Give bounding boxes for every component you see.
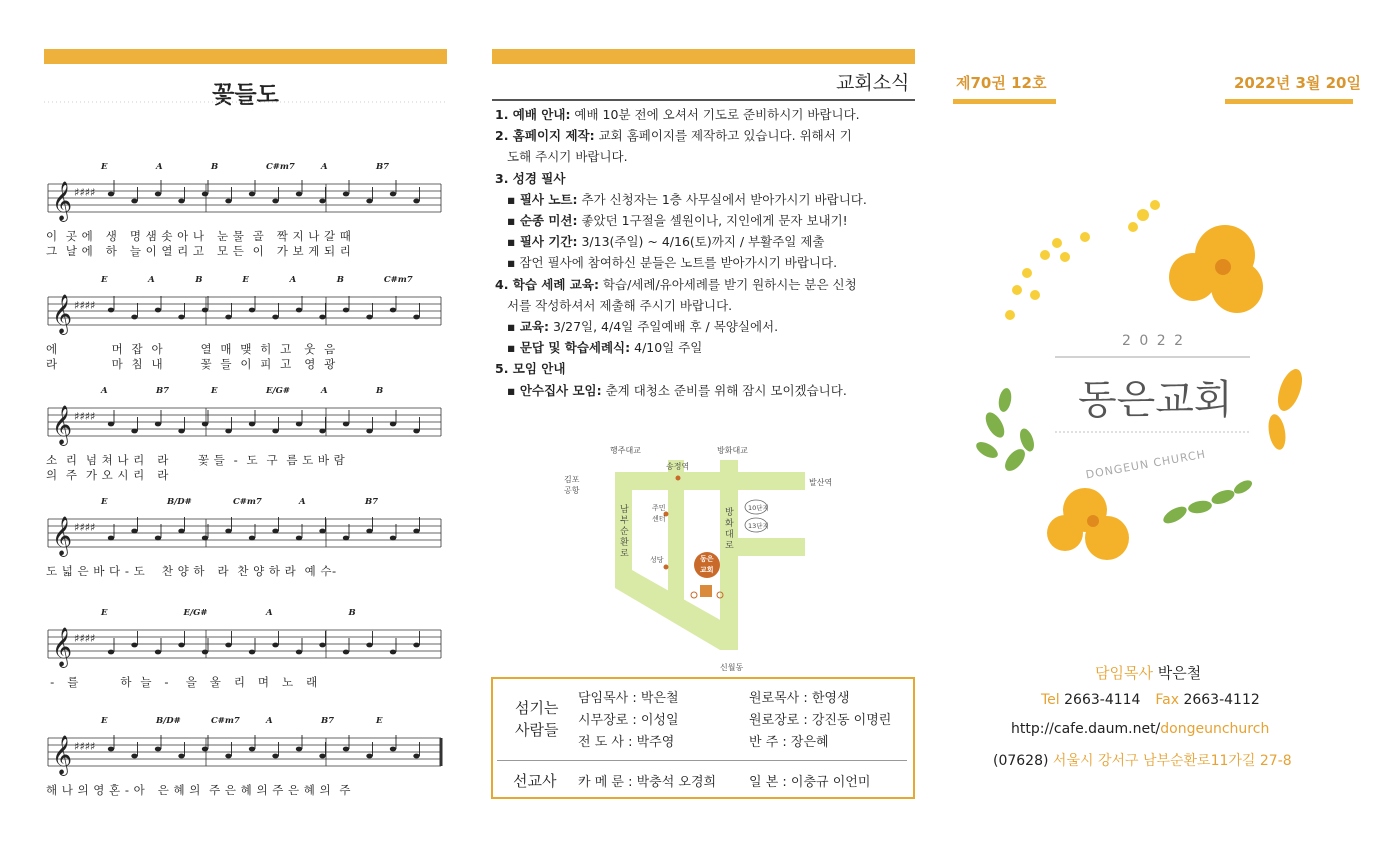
song-title: 꽃들도 bbox=[212, 82, 279, 108]
news-item-text: 춘계 대청소 준비를 위해 잠시 모이겠습니다. bbox=[601, 382, 847, 398]
map-label-center: 센터 bbox=[652, 515, 666, 523]
chord-symbol: E bbox=[101, 162, 108, 172]
mission-cameroon: 카 메 룬 : 박충석 오경희 bbox=[578, 775, 717, 790]
news-header-bar bbox=[492, 49, 915, 64]
map-label-nambu-road: 남부순환로 bbox=[620, 505, 629, 559]
staff-r2c2: 원로장로 : 강진동 이명린 bbox=[749, 713, 892, 728]
chord-symbol: A bbox=[321, 162, 328, 172]
lyrics-verse-2: 그 날 에 하 늘 이 열 리 고 모 든 이 가 보 게 되 리 bbox=[46, 244, 352, 258]
staff-row bbox=[46, 275, 446, 385]
postcode: (07628) bbox=[993, 753, 1049, 769]
chord-symbol: B7 bbox=[365, 497, 379, 507]
news-item bbox=[495, 168, 911, 189]
news-title-underline bbox=[492, 99, 915, 101]
date-underline bbox=[1225, 99, 1353, 104]
staff-r1c2: 원로목사 : 한영생 bbox=[749, 691, 850, 706]
map-label-banghwa-bridge: 방화대교 bbox=[717, 446, 748, 455]
staff-r1c1: 담임목사 : 박은철 bbox=[578, 691, 679, 706]
chord-symbol: E bbox=[101, 497, 108, 507]
svg-text:♯♯♯♯: ♯♯♯♯ bbox=[74, 186, 96, 199]
news-item-text: 서를 작성하셔서 제출해 주시기 바랍니다. bbox=[507, 297, 733, 313]
staff-row bbox=[46, 386, 446, 496]
chord-symbol: B7 bbox=[376, 162, 390, 172]
pastor-line bbox=[1095, 662, 1201, 683]
map-label-danji10: 10단지 bbox=[748, 504, 769, 512]
fax-label: Fax bbox=[1155, 692, 1179, 708]
chord-symbol: E bbox=[242, 275, 249, 285]
staff-row bbox=[46, 716, 446, 826]
staff-row bbox=[46, 497, 446, 607]
news-item bbox=[495, 125, 911, 146]
fax-number: 2663-4112 bbox=[1183, 692, 1260, 708]
news-item bbox=[495, 295, 923, 316]
chord-symbol: A bbox=[321, 386, 328, 396]
news-item bbox=[495, 358, 911, 379]
news-item-heading: ▪ 문답 및 학습세례식: bbox=[507, 340, 631, 356]
volume-number: 제70권 12호 bbox=[956, 74, 1047, 92]
map-label-cathedral: 성당 bbox=[650, 556, 664, 564]
staff-lines bbox=[46, 624, 446, 669]
svg-text:♯♯♯♯: ♯♯♯♯ bbox=[74, 632, 96, 645]
lyrics-verse-2: 의 주 가 오 시 리 라 bbox=[46, 468, 169, 482]
chord-symbols bbox=[46, 497, 446, 511]
news-item bbox=[495, 210, 923, 231]
svg-text:♯♯♯♯: ♯♯♯♯ bbox=[74, 740, 96, 753]
svg-text:♯♯♯♯: ♯♯♯♯ bbox=[74, 299, 96, 312]
mission-japan: 일 본 : 이충규 이언미 bbox=[749, 775, 871, 790]
staff-r3c2: 반 주 : 장은혜 bbox=[749, 735, 829, 750]
chord-symbol: B bbox=[195, 275, 203, 285]
lyrics-verse-1: 해 나 의 영 혼 - 아 은 혜 의 주 은 혜 의 주 은 혜 의 주 bbox=[46, 783, 352, 797]
chord-symbol: E bbox=[101, 275, 108, 285]
news-item-heading: ▪ 필사 기간: bbox=[507, 234, 578, 250]
map-label-balsan: 발산역 bbox=[809, 478, 833, 487]
staff-lines bbox=[46, 402, 446, 447]
news-item-heading: 4. 학습 세례 교육: bbox=[495, 276, 599, 292]
map-label-songjeong: 송정역 bbox=[666, 462, 690, 471]
url-suffix: dongeunchurch bbox=[1160, 721, 1270, 737]
address-line bbox=[993, 750, 1292, 770]
svg-text:♯♯♯♯: ♯♯♯♯ bbox=[74, 521, 96, 534]
chord-symbols bbox=[46, 608, 446, 622]
chord-symbol: E bbox=[101, 608, 108, 618]
issue-date: 2022년 3월 20일 bbox=[1234, 74, 1361, 92]
news-item bbox=[495, 337, 923, 358]
chord-symbol: A bbox=[266, 716, 273, 726]
news-item-text: ▪ 잠언 필사에 참여하신 분들은 노트를 받아가시기 바랍니다. bbox=[507, 255, 838, 271]
chord-symbol: B bbox=[211, 162, 219, 172]
staff-lines bbox=[46, 732, 446, 777]
map-label-church2: 교회 bbox=[700, 566, 714, 574]
news-item bbox=[495, 146, 923, 167]
chord-symbols bbox=[46, 386, 446, 400]
church-name: 동은교회 bbox=[1078, 377, 1233, 423]
news-item bbox=[495, 189, 923, 210]
staff-r2c1: 시무장로 : 이성일 bbox=[578, 713, 679, 728]
volume-underline bbox=[953, 99, 1056, 104]
title-rule-bottom bbox=[1055, 431, 1250, 434]
staff-divider bbox=[497, 760, 907, 761]
news-item-heading: 2. 홈페이지 제작: bbox=[495, 128, 595, 144]
url-prefix: http://cafe.daum.net/ bbox=[1011, 721, 1161, 737]
chord-symbol: B/D# bbox=[167, 497, 192, 507]
news-item bbox=[495, 316, 923, 337]
news-title: 교회소식 bbox=[836, 72, 910, 94]
pastor-name: 박은철 bbox=[1157, 664, 1202, 682]
chord-symbol: A bbox=[266, 608, 273, 618]
news-item-heading: ▪ 필사 노트: bbox=[507, 191, 578, 207]
news-item-text: 추가 신청자는 1층 사무실에서 받아가시기 바랍니다. bbox=[577, 191, 867, 207]
svg-text:♯♯♯♯: ♯♯♯♯ bbox=[74, 410, 96, 423]
news-item bbox=[495, 380, 923, 401]
news-item-text: 교회 홈페이지를 제작하고 있습니다. 위해서 기 bbox=[594, 128, 852, 144]
lyrics-verse-1: - 를 하 늘 - 을 울 리 며 노 래 bbox=[46, 675, 318, 689]
chord-symbol: E bbox=[101, 716, 108, 726]
svg-text:𝄞: 𝄞 bbox=[52, 294, 73, 334]
svg-text:𝄞: 𝄞 bbox=[52, 735, 73, 775]
church-english-name: DONGEUN CHURCH bbox=[1084, 447, 1207, 482]
song-header-bar bbox=[44, 49, 447, 64]
map-label-danji13: 13단지 bbox=[748, 522, 769, 530]
chord-symbol: C#m7 bbox=[266, 162, 295, 172]
news-item-text: 예배 10분 전에 오셔서 기도로 준비하시기 바랍니다. bbox=[570, 107, 860, 122]
lyrics-verse-1: 이 곳 에 생 명 샘 솟 아 나 눈 물 골 짝 지 나 갈 때 bbox=[46, 229, 352, 243]
news-item bbox=[495, 274, 911, 295]
chord-symbol: A bbox=[101, 386, 108, 396]
staff-group-label2: 사람들 bbox=[515, 721, 559, 739]
map-label-church: 동은 bbox=[700, 555, 714, 563]
news-item bbox=[495, 252, 923, 273]
svg-text:𝄞: 𝄞 bbox=[52, 405, 73, 445]
news-item-heading: ▪ 교육: bbox=[507, 319, 549, 334]
staff-lines bbox=[46, 291, 446, 336]
chord-symbol: B bbox=[336, 275, 344, 285]
title-rule-top bbox=[1055, 356, 1250, 359]
chord-symbols bbox=[46, 716, 446, 730]
map-label-haengju: 행주대교 bbox=[610, 446, 641, 455]
staff-group-label: 섬기는 bbox=[515, 699, 559, 717]
news-item bbox=[495, 104, 911, 125]
news-item-text: 3/27일, 4/4일 주일예배 후 / 목양실에서. bbox=[548, 319, 779, 334]
location-map bbox=[560, 440, 850, 675]
staff-lines bbox=[46, 178, 446, 223]
chord-symbol: B/D# bbox=[156, 716, 181, 726]
tel-number: 2663-4114 bbox=[1064, 692, 1141, 708]
chord-symbols bbox=[46, 275, 446, 289]
news-item-heading: 1. 예배 안내: bbox=[495, 107, 571, 122]
chord-symbol: E bbox=[376, 716, 383, 726]
map-label-community-center: 주민 bbox=[652, 504, 666, 512]
chord-symbol: B bbox=[348, 608, 356, 618]
news-item-heading: 5. 모임 안내 bbox=[495, 361, 566, 377]
map-label-airport: 공항 bbox=[564, 486, 580, 495]
contact-line bbox=[1041, 692, 1260, 708]
map-label-banghwa-road: 방화대로 bbox=[725, 508, 734, 551]
song-title-underline bbox=[44, 100, 447, 104]
tel-label: Tel bbox=[1041, 692, 1060, 708]
staff-lines bbox=[46, 513, 446, 558]
staff-row bbox=[46, 608, 446, 718]
map-label-sinwol: 신월동 bbox=[720, 663, 744, 672]
address: 서울시 강서구 남부순환로11가길 27-8 bbox=[1052, 753, 1292, 769]
lyrics-verse-1: 소 리 넘 쳐 나 리 라 꽃 들 - 도 구 름 도 바 람 bbox=[46, 453, 346, 467]
svg-text:𝄞: 𝄞 bbox=[52, 181, 73, 221]
chord-symbol: A bbox=[148, 275, 155, 285]
staff-row bbox=[46, 162, 446, 272]
chord-symbol: B7 bbox=[321, 716, 335, 726]
mission-label: 선교사 bbox=[513, 772, 557, 790]
lyrics-verse-1: 에 머 잡 아 열 매 맺 히 고 웃 음 bbox=[46, 342, 336, 356]
chord-symbol: C#m7 bbox=[383, 275, 413, 285]
pastor-label: 담임목사 bbox=[1095, 664, 1153, 682]
news-item-heading: ▪ 안수집사 모임: bbox=[507, 382, 602, 398]
news-item-text: 4/10일 주일 bbox=[630, 340, 703, 356]
cafe-url[interactable] bbox=[1011, 721, 1269, 737]
news-item-text: 도해 주시기 바랍니다. bbox=[507, 149, 628, 165]
lyrics-verse-2: 라 마 침 내 꽃 들 이 피 고 영 광 bbox=[46, 357, 336, 371]
chord-symbols bbox=[46, 162, 446, 176]
chord-symbol: A bbox=[299, 497, 306, 507]
news-item-heading: 3. 성경 필사 bbox=[495, 170, 566, 186]
staff-r3c1: 전 도 사 : 박주영 bbox=[578, 735, 675, 750]
svg-text:𝄞: 𝄞 bbox=[52, 627, 73, 667]
chord-symbol: B7 bbox=[156, 386, 170, 396]
map-label-gimpo: 김포 bbox=[564, 475, 580, 484]
news-item-text: 3/13(주일) ~ 4/16(토)까지 / 부활주일 제출 bbox=[577, 234, 825, 250]
svg-text:𝄞: 𝄞 bbox=[52, 516, 73, 556]
chord-symbol: E/G# bbox=[266, 386, 290, 396]
lyrics-verse-1: 도 넓 은 바 다 - 도 찬 양 하 라 찬 양 하 라 예 수- bbox=[46, 564, 337, 578]
news-item-text: 학습/세례/유아세례를 받기 원하시는 분은 신청 bbox=[598, 276, 857, 292]
chord-symbol: B bbox=[376, 386, 384, 396]
chord-symbol: C#m7 bbox=[211, 716, 240, 726]
chord-symbol: C#m7 bbox=[233, 497, 262, 507]
news-item bbox=[495, 231, 923, 252]
news-item-text: 좋았던 1구절을 셀원이나, 지인에게 문자 보내기! bbox=[577, 213, 848, 228]
chord-symbol: A bbox=[156, 162, 163, 172]
news-item-heading: ▪ 순종 미션: bbox=[507, 213, 578, 228]
chord-symbol: A bbox=[289, 275, 297, 285]
chord-symbol: E bbox=[211, 386, 218, 396]
chord-symbol: E/G# bbox=[183, 608, 208, 618]
cover-year: 2 0 2 2 bbox=[1122, 333, 1185, 349]
